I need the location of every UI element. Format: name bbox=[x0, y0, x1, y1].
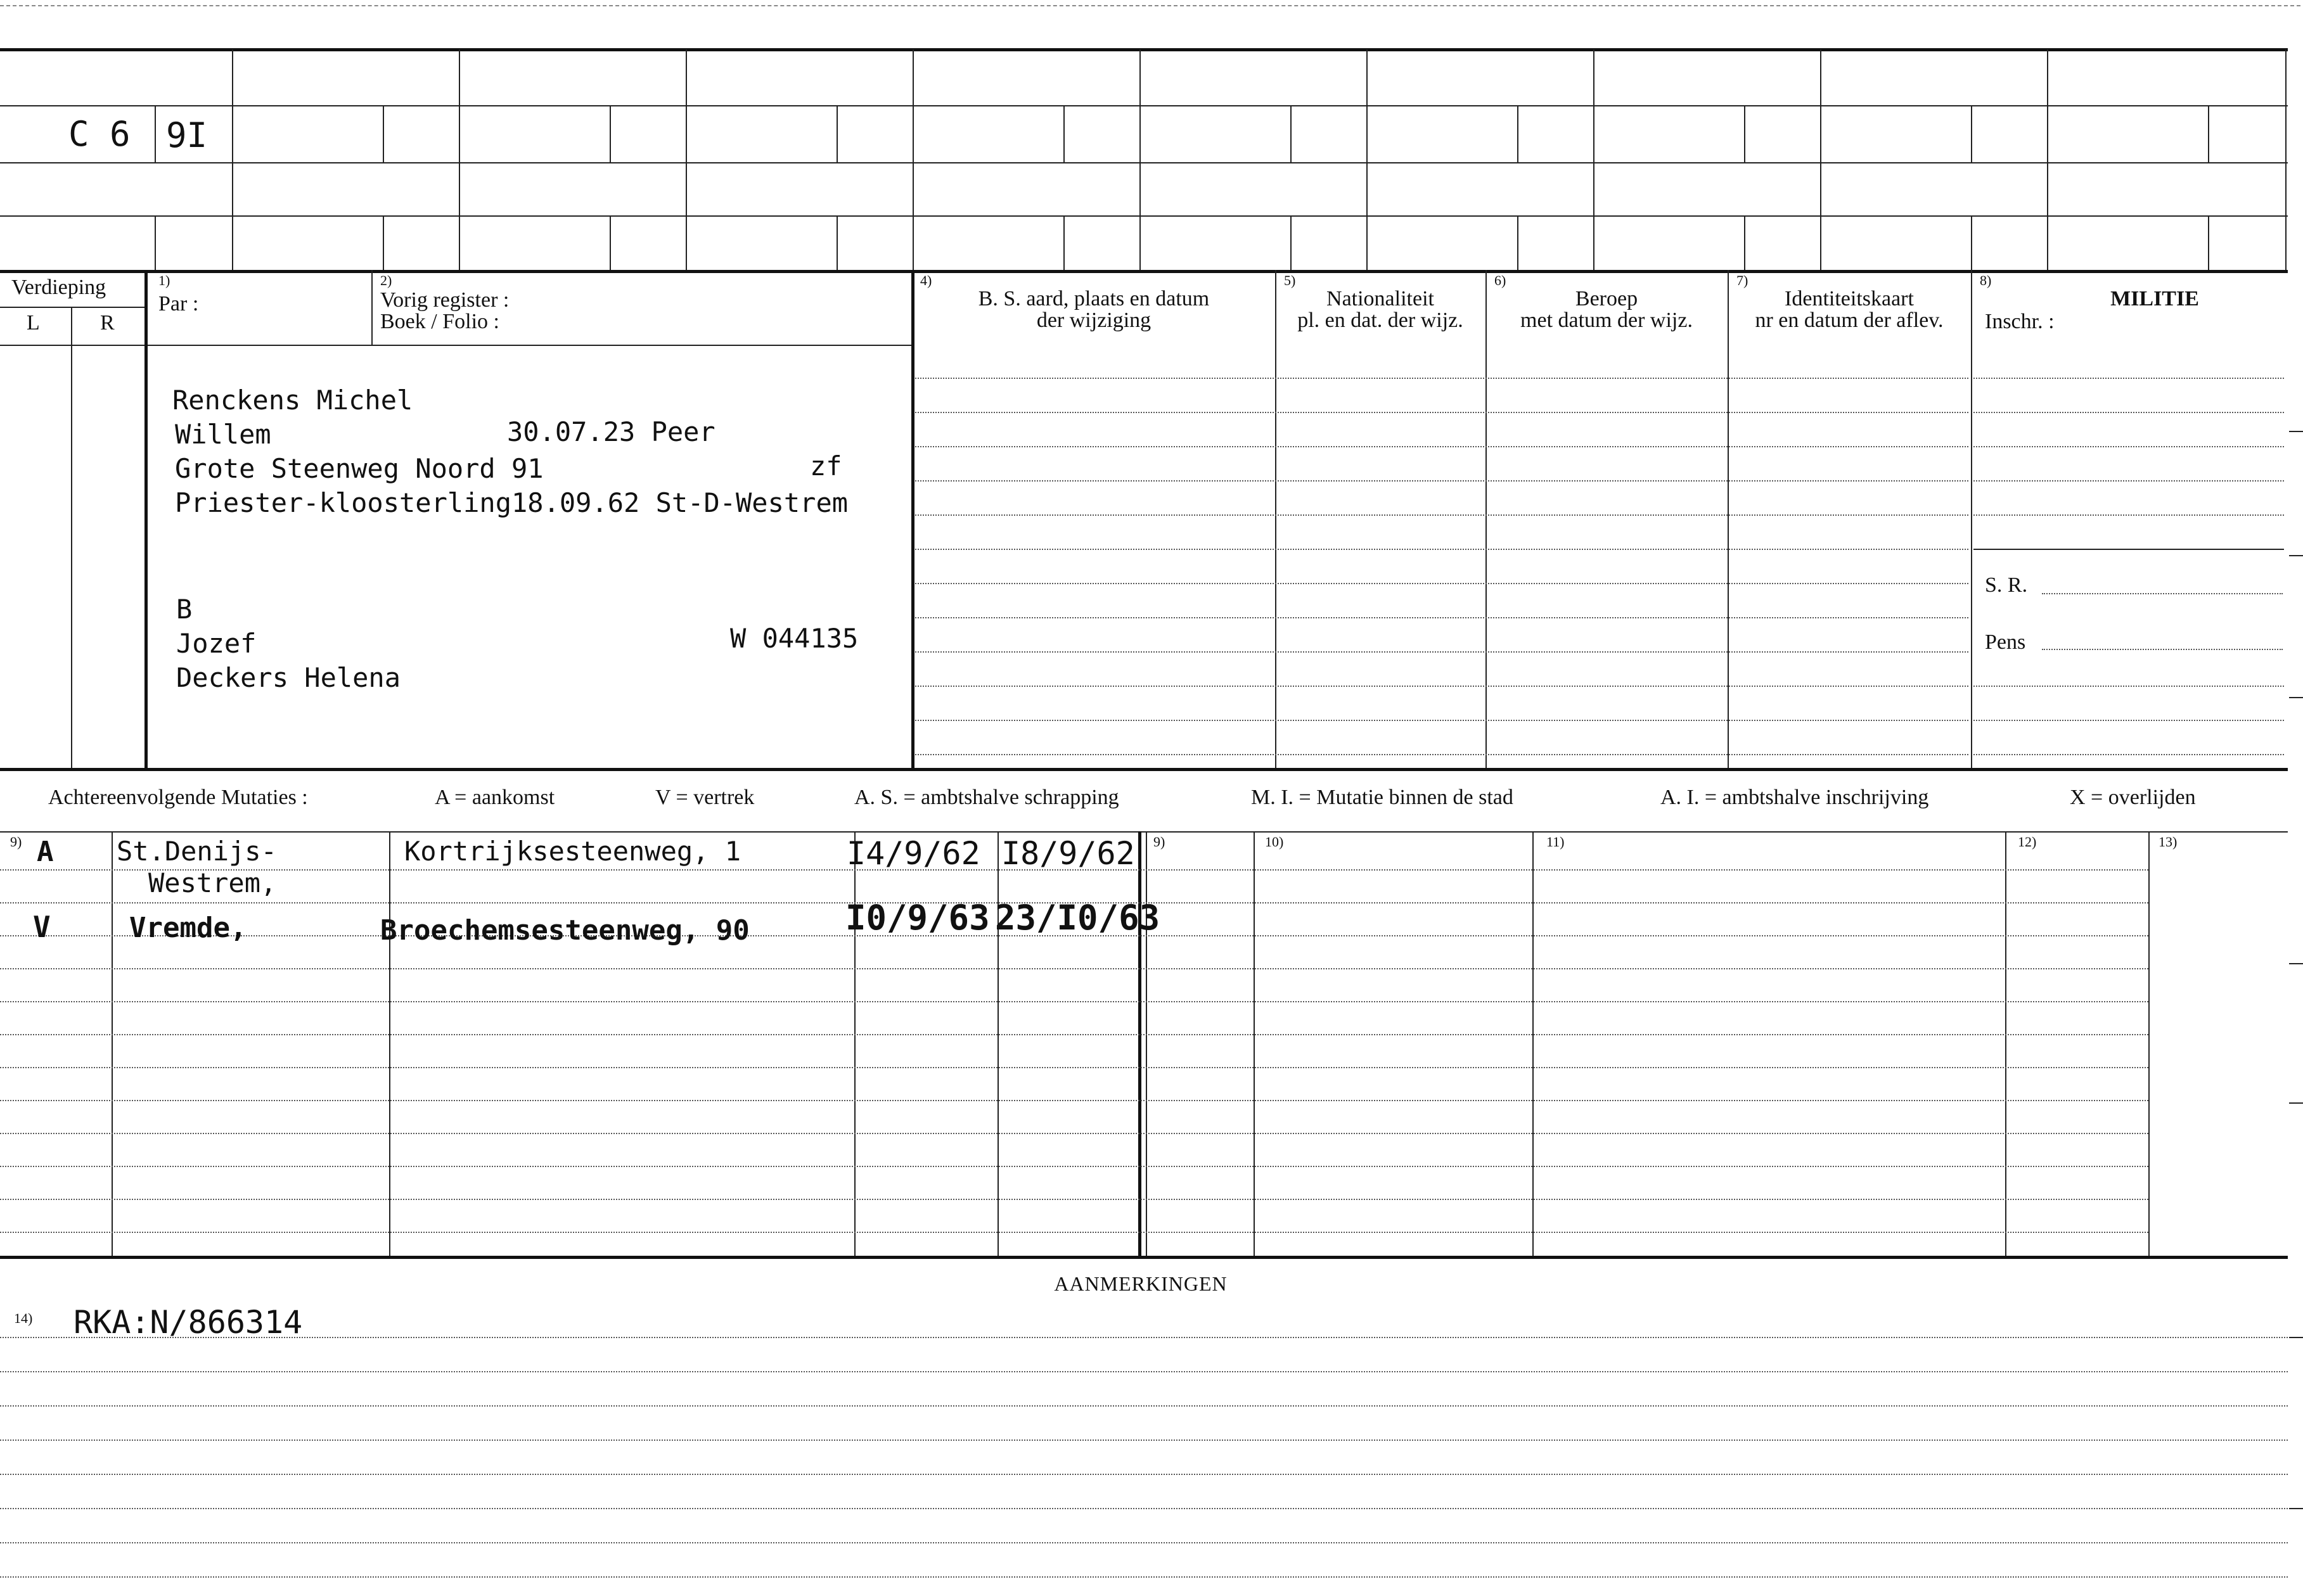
col-number: 13) bbox=[2159, 834, 2178, 850]
legend-item: X = overlijden bbox=[2070, 786, 2196, 809]
nat-label-1: Nationaliteit bbox=[1326, 287, 1434, 310]
index-code-left: C 6 bbox=[68, 114, 131, 154]
remarks-number: 14) bbox=[14, 1310, 33, 1326]
col-number: 9) bbox=[1153, 834, 1165, 850]
legend-item: A = aankomst bbox=[435, 786, 555, 809]
beroep-label-1: Beroep bbox=[1575, 287, 1638, 310]
legend-item: M. I. = Mutatie binnen de stad bbox=[1251, 786, 1513, 809]
person-birth: 30.07.23 Peer bbox=[507, 416, 715, 447]
militie-number: 8) bbox=[1980, 272, 1992, 288]
col-number: 9) bbox=[10, 834, 22, 850]
vorig-register-label: Vorig register : bbox=[380, 288, 510, 312]
sr-label: S. R. bbox=[1985, 573, 2028, 597]
person-address: Grote Steenweg Noord 91 bbox=[175, 453, 544, 484]
col-number: 12) bbox=[2018, 834, 2037, 850]
mutation-date-1: I4/9/62 bbox=[847, 835, 980, 872]
verdieping-r: R bbox=[100, 311, 115, 335]
inschr-label: Inschr. : bbox=[1985, 310, 2055, 333]
mutation-date-1: I0/9/63 bbox=[845, 898, 990, 938]
person-marker: B bbox=[176, 594, 193, 625]
vorig-number: 2) bbox=[380, 272, 392, 288]
mutation-place: St.Denijs- bbox=[117, 836, 277, 867]
par-label: Par : bbox=[158, 292, 199, 316]
person-father: Jozef bbox=[176, 628, 257, 659]
verdieping-label: Verdieping bbox=[11, 276, 106, 299]
bs-number: 4) bbox=[920, 272, 932, 288]
col-number: 11) bbox=[1546, 834, 1565, 850]
person-status: zf bbox=[810, 450, 842, 482]
bs-label-2: der wijziging bbox=[1036, 309, 1152, 332]
nat-label-2: pl. en dat. der wijz. bbox=[1297, 309, 1463, 332]
id-label-2: nr en datum der aflev. bbox=[1755, 309, 1944, 332]
person-occupation: Priester-kloosterling18.09.62 St-D-Westrem bbox=[175, 487, 849, 518]
mutation-date-2: 23/I0/63 bbox=[995, 898, 1160, 938]
nat-number: 5) bbox=[1284, 272, 1296, 288]
boek-folio-label: Boek / Folio : bbox=[380, 310, 499, 333]
mutation-type: V bbox=[33, 910, 51, 944]
mutation-address: Broechemsesteenweg, 90 bbox=[380, 914, 750, 947]
id-label-1: Identiteitskaart bbox=[1785, 287, 1914, 310]
verdieping-l: L bbox=[27, 311, 40, 335]
mutation-type: A bbox=[37, 836, 54, 868]
mutation-place: Vremde, bbox=[129, 912, 247, 944]
person-id-number: W 044135 bbox=[730, 623, 859, 654]
militie-label: MILITIE bbox=[2110, 287, 2199, 310]
beroep-label-2: met datum der wijz. bbox=[1520, 309, 1693, 332]
mutations-legend-title: Achtereenvolgende Mutaties : bbox=[48, 786, 308, 809]
id-number: 7) bbox=[1736, 272, 1748, 288]
remarks-title: AANMERKINGEN bbox=[1054, 1272, 1228, 1295]
person-mother: Deckers Helena bbox=[176, 662, 401, 693]
par-number: 1) bbox=[158, 272, 170, 288]
legend-item: A. S. = ambtshalve schrapping bbox=[854, 786, 1119, 809]
index-code-right: 9I bbox=[166, 115, 208, 155]
col-number: 10) bbox=[1265, 834, 1284, 850]
legend-item: A. I. = ambtshalve inschrijving bbox=[1660, 786, 1929, 809]
mutation-date-2: I8/9/62 bbox=[1001, 835, 1135, 872]
person-name: Renckens Michel bbox=[172, 385, 413, 416]
pens-label: Pens bbox=[1985, 630, 2026, 654]
bs-label-1: B. S. aard, plaats en datum bbox=[978, 287, 1210, 310]
legend-item: V = vertrek bbox=[655, 786, 755, 809]
remarks-text: RKA:N/866314 bbox=[74, 1304, 303, 1341]
beroep-number: 6) bbox=[1494, 272, 1506, 288]
mutation-address: Kortrijksesteenweg, 1 bbox=[404, 836, 741, 867]
mutation-place-2: Westrem, bbox=[148, 867, 277, 898]
person-first-name: Willem bbox=[175, 419, 271, 450]
